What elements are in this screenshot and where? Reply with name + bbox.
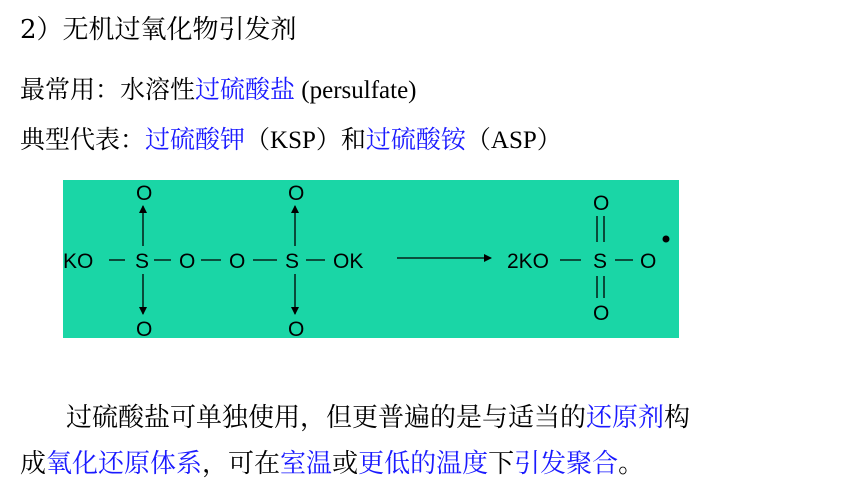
paragraph-line-1 [66, 402, 690, 434]
lower-temperature-term: 更低的温度 [358, 449, 489, 479]
product-oxygen-bottom: O [593, 302, 610, 325]
common-use-prefix: 最常用：水溶性 [20, 75, 196, 104]
oxygen-top-1: O [136, 182, 153, 205]
examples-prefix: 典型代表： [20, 125, 146, 154]
para-1-text: 过硫酸盐可单独使用，但更普遍的是与适当的 [66, 403, 587, 433]
ko-group: KO [63, 250, 94, 273]
paragraph-line-2 [20, 448, 644, 480]
initiate-polymerization-term: 引发聚合 [514, 449, 619, 479]
ksp-name: 过硫酸钾 [145, 125, 246, 154]
para-2-mid-2: 或 [332, 449, 359, 479]
para-2-mid-3: 下 [488, 449, 515, 479]
asp-name: 过硫酸铵 [365, 125, 466, 154]
persulfate-latin: (persulfate) [295, 77, 417, 104]
reducing-agent-term: 还原剂 [586, 403, 665, 433]
peroxide-oxygen-1: O [179, 250, 196, 273]
persulfate-term: 过硫酸盐 [195, 75, 296, 104]
oxygen-bottom-2: O [288, 318, 305, 338]
ksp-abbr: （KSP）和 [245, 127, 366, 154]
examples-line [20, 124, 562, 157]
sulfur-1: S [135, 250, 150, 273]
room-temperature-term: 室温 [280, 449, 333, 479]
para-1-end: 构 [664, 403, 691, 433]
radical-oxygen: O [640, 250, 657, 273]
reaction-svg [63, 180, 679, 338]
peroxide-oxygen-2: O [229, 250, 246, 273]
radical-dot [663, 236, 670, 243]
para-2-end: 。 [618, 449, 645, 479]
oxygen-bottom-1: O [136, 318, 153, 338]
product-oxygen-top: O [593, 192, 610, 215]
product-ko: 2KO [507, 250, 550, 273]
product-sulfur: S [593, 250, 608, 273]
oxygen-top-2: O [288, 182, 305, 205]
redox-system-term: 氧化还原体系 [46, 449, 203, 479]
section-heading: 2）无机过氧化物引发剂 [20, 15, 297, 45]
common-use-line [20, 74, 417, 107]
asp-abbr: （ASP） [465, 127, 562, 154]
para-2-start: 成 [20, 449, 47, 479]
ok-group: OK [333, 250, 364, 273]
reaction-diagram [63, 180, 679, 338]
sulfur-2: S [285, 250, 300, 273]
para-2-mid-1: ，可在 [202, 449, 281, 479]
